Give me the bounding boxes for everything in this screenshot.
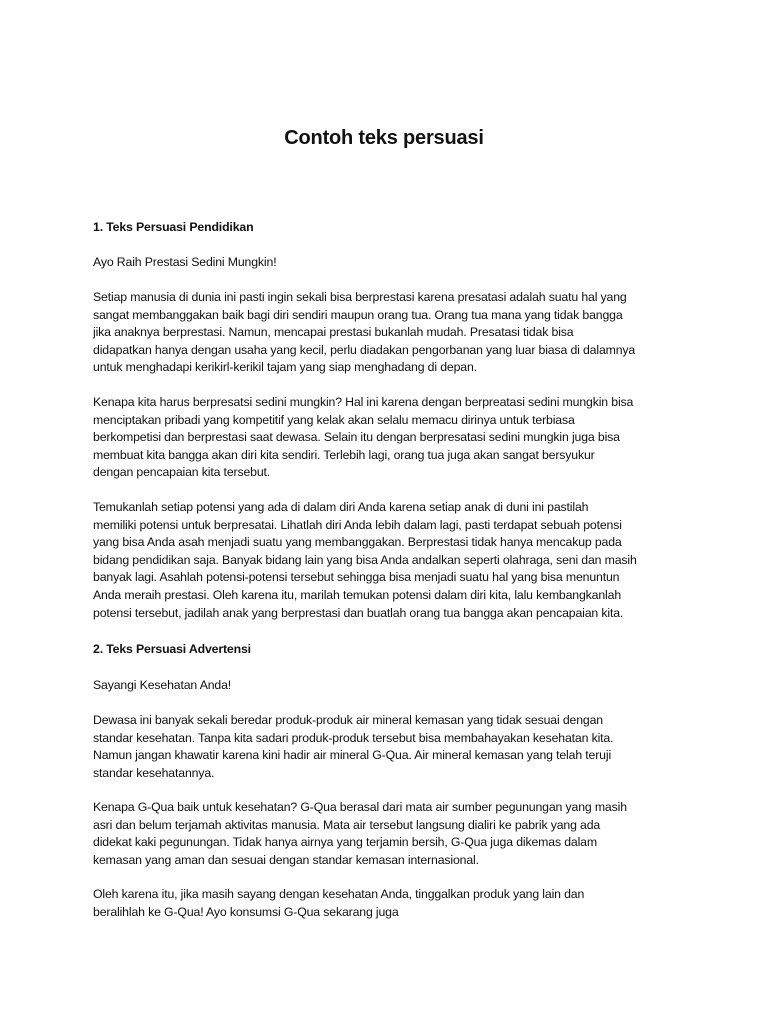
text-line: didapatkan hanya dengan usaha yang kecil, perlu diadakan pengorbanan yang luar biasa di dalamnya xyxy=(93,342,636,357)
paragraph xyxy=(93,499,693,622)
text-line: banyak lagi. Asahlah potensi-potensi tersebut sehingga bisa menjadi suatu hal yang bisa menuntun xyxy=(93,570,620,585)
section-subtitle-pendidikan: Ayo Raih Prestasi Sedini Mungkin! xyxy=(93,255,277,269)
section-heading-pendidikan: 1. Teks Persuasi Pendidikan xyxy=(93,220,254,234)
text-line: membuat kita bangga akan diri kita sendiri. Terlebih lagi, orang tua juga akan sangat bersyukur xyxy=(93,447,595,462)
paragraph xyxy=(93,712,693,782)
text-line: beralihlah ke G-Qua! Ayo konsumsi G-Qua sekarang juga xyxy=(93,904,399,919)
text-line: bidang pendidikan saja. Banyak bidang lain yang bisa Anda andalkan seperti olahraga, seni dan masih xyxy=(93,552,637,567)
section-heading-advertensi: 2. Teks Persuasi Advertensi xyxy=(93,642,251,656)
text-line: memiliki potensi untuk berpresatai. Lihatlah diri Anda lebih dalam lagi, pasti terdapat sebuah potensi xyxy=(93,517,622,532)
text-line: yang bisa Anda asah menjadi suatu yang membanggakan. Berprestasi tidak hanya mencakup pada xyxy=(93,535,622,550)
paragraph xyxy=(93,394,693,482)
text-line: Kenapa kita harus berpresatsi sedini mungkin? Hal ini karena dengan berpreatasi sedini mungkin bisa xyxy=(93,395,634,409)
text-line: menciptakan pribadi yang kompetitif yang kelak akan selalu memacu dirinya untuk terbiasa xyxy=(93,412,575,427)
paragraph xyxy=(93,289,693,377)
text-line: jika anaknya berprestasi. Namun, mencapai prestasi bukanlah mudah. Presatasi tidak bisa xyxy=(93,325,574,340)
text-line: kemasan yang aman dan sesuai dengan standar kemasan internasional. xyxy=(93,852,479,867)
text-line: Setiap manusia di dunia ini pasti ingin sekali bisa berprestasi karena presatasi adalah suatu hal yang xyxy=(93,290,627,304)
text-line: Dewasa ini banyak sekali beredar produk-produk air mineral kemasan yang tidak sesuai dengan xyxy=(93,713,603,727)
text-line: untuk menghadapi kerikirl-kerikil tajam yang siap menghadang di depan. xyxy=(93,360,477,375)
text-line: Temukanlah setiap potensi yang ada di dalam diri Anda karena setiap anak di duni ini pastilah xyxy=(93,500,589,514)
text-line: dengan pencapaian kita tersebut. xyxy=(93,465,271,480)
text-line: berkompetisi dan berprestasi saat dewasa. Selain itu dengan berpresatasi sedini mungkin juga bisa xyxy=(93,430,620,445)
text-line: sangat membanggakan baik bagi diri sendiri maupun orang tua. Orang tua mana yang tidak bangga xyxy=(93,307,623,322)
text-line: standar kesehatannya. xyxy=(93,765,215,780)
text-line: Namun jangan khawatir karena kini hadir air mineral G-Qua. Air mineral kemasan yang telah teruji xyxy=(93,748,612,763)
document-title: Contoh teks persuasi xyxy=(284,127,484,149)
paragraph xyxy=(93,799,693,869)
text-line: Oleh karena itu, jika masih sayang dengan kesehatan Anda, tinggalkan produk yang lain dan xyxy=(93,887,585,901)
section-subtitle-advertensi: Sayangi Kesehatan Anda! xyxy=(93,678,232,692)
text-line: potensi tersebut, jadilah anak yang berprestasi dan buatlah orang tua bangga akan pencapaian kita. xyxy=(93,605,624,620)
text-line: asri dan belum terjamah aktivitas manusia. Mata air tersebut langsung dialiri ke pabrik yang ada xyxy=(93,817,601,832)
text-line: Anda meraih prestasi. Oleh karena itu, marilah temukan potensi dalam diri kita, lalu kembangkanlah xyxy=(93,587,622,602)
text-line: Kenapa G-Qua baik untuk kesehatan? G-Qua berasal dari mata air sumber pegunungan yang masih xyxy=(93,800,627,814)
text-line: standar kesehatan. Tanpa kita sadari produk-produk tersebut bisa membahayakan kesehatan kita. xyxy=(93,730,614,745)
text-line: didekat kaki pegunungan. Tidak hanya airnya yang terjamin bersih, G-Qua juga dikemas dalam xyxy=(93,835,597,850)
paragraph xyxy=(93,886,693,921)
